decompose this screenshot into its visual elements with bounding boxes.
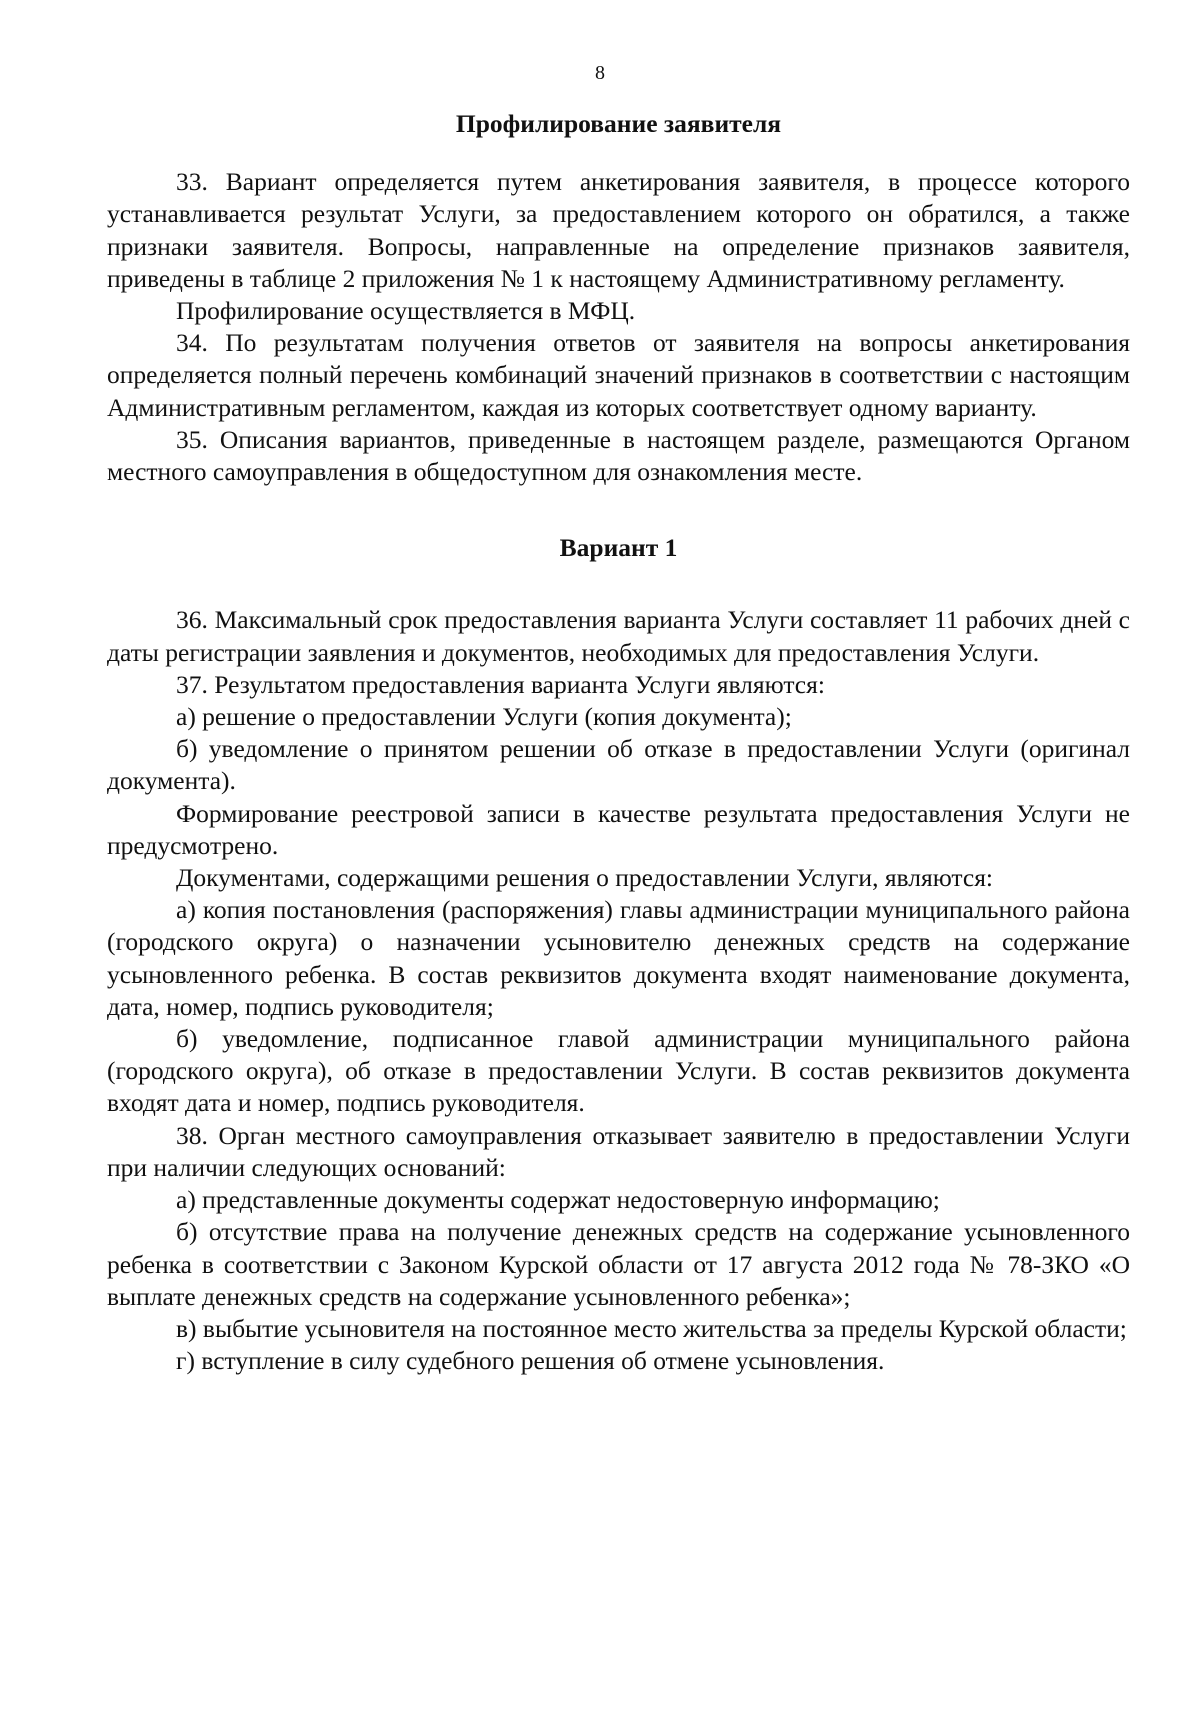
paragraph-33: 33. Вариант определяется путем анкетирования заявителя, в процессе которого устанавливается результат Услуги, за предоставлением которого он обратился, а также признаки заявителя. Вопросы, направленные на определение признаков заявителя, приведены в таблице 2 приложения № 1 к настоящему Административному регламенту. [107,167,1130,293]
paragraph-36: 36. Максимальный срок предоставления варианта Услуги составляет 11 рабочих дней с даты регистрации заявления и документов, необходимых для предоставления Услуги. [107,605,1130,667]
paragraph-38-item-b: б) отсутствие права на получение денежных средств на содержание усыновленного ребенка в соответствии с Законом Курской области от 17 августа 2012 года № 78-ЗКО «О выплате денежных средств на содержание усыновленного ребенка»; [107,1217,1130,1311]
paragraph-38-item-v: в) выбытие усыновителя на постоянное место жительства за пределы Курской области; [176,1313,1127,1343]
page-number: 8 [595,62,605,84]
paragraph-decision-documents-item-a: а) копия постановления (распоряжения) главы администрации муниципального района (городского округа) о назначении усыновителю денежных средств на содержание усыновленного ребенка. В состав реквизитов документа входят наименование документа, дата, номер, подпись руководителя; [107,895,1130,1021]
paragraph-registry-record: Формирование реестровой записи в качестве результата предоставления Услуги не предусмотрено. [107,798,1130,860]
paragraph-34: 34. По результатам получения ответов от заявителя на вопросы анкетирования определяется полный перечень комбинаций значений признаков в соответствии с настоящим Административным регламентом, каждая из которых соответствует одному варианту. [107,328,1130,422]
paragraph-38: 38. Орган местного самоуправления отказывает заявителю в предоставлении Услуги при наличии следующих оснований: [107,1120,1130,1182]
paragraph-35: 35. Описания вариантов, приведенные в настоящем разделе, размещаются Органом местного самоуправления в общедоступном для ознакомления месте. [107,424,1130,487]
paragraph-decision-documents-item-b: б) уведомление, подписанное главой администрации муниципального района (городского округа), об отказе в предоставлении Услуги. В состав реквизитов документа входят дата и номер, подпись руководителя. [107,1024,1130,1118]
paragraph-38-item-g: г) вступление в силу судебного решения об отмене усыновления. [176,1346,885,1376]
section-title-variant-1: Вариант 1 [559,533,678,563]
paragraph-38-item-a: а) представленные документы содержат недостоверную информацию; [176,1185,940,1215]
paragraph-37-item-b: б) уведомление о принятом решении об отказе в предоставлении Услуги (оригинал документа). [107,734,1130,796]
section-title-profiling: Профилирование заявителя [455,109,782,138]
paragraph-decision-documents: Документами, содержащими решения о предоставлении Услуги, являются: [176,863,994,893]
paragraph-37-item-a: а) решение о предоставлении Услуги (копия документа); [176,702,792,732]
paragraph-37: 37. Результатом предоставления варианта Услуги являются: [176,669,825,699]
paragraph-profiling-mfc: Профилирование осуществляется в МФЦ. [176,296,636,326]
document-body [107,108,1130,1377]
